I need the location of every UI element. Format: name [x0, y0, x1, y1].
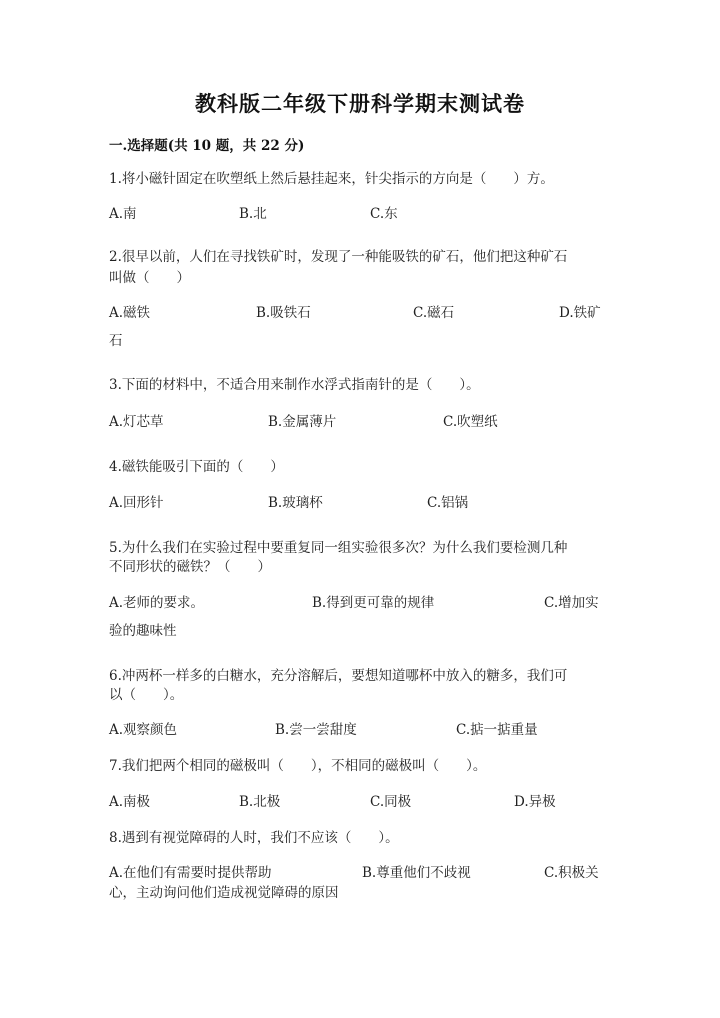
- question-5-option-b: B.得到更可靠的规律: [312, 595, 435, 611]
- question-6-option-c: C.掂一掂重量: [456, 722, 538, 738]
- question-7-option-b: B.北极: [239, 794, 281, 810]
- question-6-stem-line-2: 以（ ）。: [109, 687, 184, 703]
- question-7-option-c: C.同极: [370, 794, 412, 810]
- question-3-option-a: A.灯芯草: [109, 414, 164, 430]
- question-8-option-c: C.积极关: [544, 865, 599, 881]
- section-heading: 一.选择题(共 10 题，共 22 分): [109, 138, 305, 154]
- question-4-option-b: B.玻璃杯: [268, 495, 323, 511]
- question-6-stem-line-1: 6.冲两杯一样多的白糖水，充分溶解后，要想知道哪杯中放入的糖多，我们可: [109, 668, 568, 684]
- question-1-stem: 1.将小磁针固定在吹塑纸上然后悬挂起来，针尖指示的方向是（ ）方。: [109, 171, 554, 187]
- question-5-option-a: A.老师的要求。: [109, 595, 205, 611]
- question-3-stem: 3.下面的材料中，不适合用来制作水浮式指南针的是（ ）。: [109, 377, 480, 393]
- question-6-option-b: B.尝一尝甜度: [275, 722, 357, 738]
- question-2-stem-line-1: 2.很早以前，人们在寻找铁矿时，发现了一种能吸铁的矿石，他们把这种矿石: [109, 249, 568, 265]
- question-1-option-c: C.东: [370, 206, 398, 222]
- question-2-option-c: C.磁石: [413, 305, 455, 321]
- question-8-option-wrap: 心，主动询问他们造成视觉障碍的原因: [109, 885, 339, 901]
- question-3-option-c: C.吹塑纸: [443, 414, 498, 430]
- question-2-stem-line-2: 叫做（ ）: [109, 270, 190, 286]
- question-7-option-d: D.异极: [514, 794, 556, 810]
- question-2-option-wrap: 石: [109, 333, 123, 349]
- question-4-stem: 4.磁铁能吸引下面的（ ）: [109, 459, 284, 475]
- question-7-stem: 7.我们把两个相同的磁极叫（ ），不相同的磁极叫（ ）。: [109, 758, 487, 774]
- question-5-stem-line-2: 不同形状的磁铁？（ ）: [109, 559, 271, 575]
- question-5-option-c: C.增加实: [544, 595, 599, 611]
- question-1-option-a: A.南: [109, 206, 137, 222]
- question-2-option-b: B.吸铁石: [256, 305, 311, 321]
- question-4-option-c: C.铝锅: [427, 495, 469, 511]
- question-3-option-b: B.金属薄片: [268, 414, 337, 430]
- question-6-option-a: A.观察颜色: [109, 722, 178, 738]
- question-1-option-b: B.北: [239, 206, 267, 222]
- question-2-option-d: D.铁矿: [559, 305, 601, 321]
- question-5-stem-line-1: 5.为什么我们在实验过程中要重复同一组实验很多次？为什么我们要检测几种: [109, 540, 568, 556]
- question-5-option-wrap: 验的趣味性: [109, 623, 177, 639]
- question-8-option-a: A.在他们有需要时提供帮助: [109, 865, 272, 881]
- question-4-option-a: A.回形针: [109, 495, 164, 511]
- question-7-option-a: A.南极: [109, 794, 151, 810]
- page-title: 教科版二年级下册科学期末测试卷: [195, 91, 525, 116]
- question-2-option-a: A.磁铁: [109, 305, 151, 321]
- question-8-stem: 8.遇到有视觉障碍的人时，我们不应该（ ）。: [109, 830, 399, 846]
- question-8-option-b: B.尊重他们不歧视: [362, 865, 471, 881]
